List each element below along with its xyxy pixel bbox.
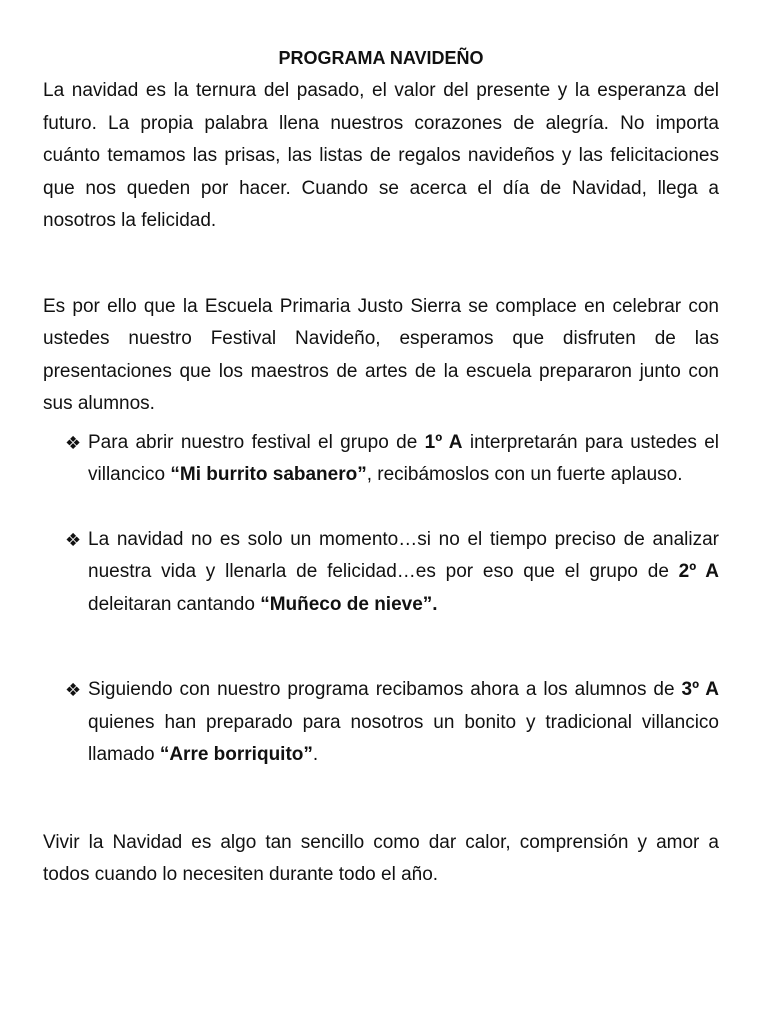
spacer bbox=[43, 238, 719, 291]
group-label: 3º A bbox=[681, 679, 720, 700]
item-text: deleitaran cantando bbox=[88, 593, 261, 615]
item-text: quienes han preparado para nosotros un bonito y tradicional villancico llamado bbox=[88, 711, 719, 765]
spacer bbox=[43, 492, 719, 524]
closing-paragraph: Vivir la Navidad es algo tan sencillo como dar calor, comprensión y amor a todos cuando lo necesiten durante todo el año. bbox=[43, 831, 719, 885]
song-title: “Muñeco de nieve”. bbox=[260, 593, 438, 615]
song-title: “Arre borriquito” bbox=[159, 744, 313, 765]
item-text: La navidad no es solo un momento…si no el tiempo preciso de analizar nuestra vida y llenarla de felicidad…es por eso que el grupo de bbox=[88, 528, 719, 582]
program-item-1 bbox=[43, 427, 719, 492]
program-item-3 bbox=[43, 674, 719, 772]
program-item-2 bbox=[43, 524, 719, 622]
item-text: Siguiendo con nuestro programa recibamos ahora a los alumnos de bbox=[88, 679, 682, 700]
document-page bbox=[43, 44, 719, 892]
item-text: . bbox=[312, 744, 319, 765]
group-label: 2º A bbox=[678, 561, 719, 582]
festival-paragraph: Es por ello que la Escuela Primaria Justo Sierra se complace en celebrar con ustedes nuestro Festival Navideño, esperamos que disfruten de las presentaciones que los maestros de artes de la escuela prepararon junto con sus alumnos. bbox=[43, 295, 719, 414]
song-title: “Mi burrito sabanero” bbox=[170, 464, 367, 485]
item-text: Para abrir nuestro festival el grupo de bbox=[88, 431, 425, 453]
spacer bbox=[43, 772, 719, 827]
item-text: interpretarán para ustedes el villancico bbox=[88, 431, 719, 485]
diamond-bullet-icon: ❖ bbox=[65, 529, 82, 550]
spacer bbox=[43, 621, 719, 674]
diamond-bullet-icon: ❖ bbox=[65, 680, 82, 700]
program-list bbox=[43, 427, 719, 772]
intro-paragraph: La navidad es la ternura del pasado, el valor del presente y la esperanza del futuro. La propia palabra llena nuestros corazones de alegría. No importa cuánto temamos las prisas, las listas de regalos navideños y las felicitaciones que nos queden por hacer. Cuando se acerca el día de Navidad, llega a nosotros la felicidad. bbox=[43, 80, 719, 231]
diamond-bullet-icon: ❖ bbox=[65, 432, 82, 453]
document-title: PROGRAMA NAVIDEÑO bbox=[278, 48, 484, 68]
item-text: , recibámoslos con un fuerte aplauso. bbox=[366, 464, 683, 485]
group-label: 1º A bbox=[424, 431, 463, 453]
